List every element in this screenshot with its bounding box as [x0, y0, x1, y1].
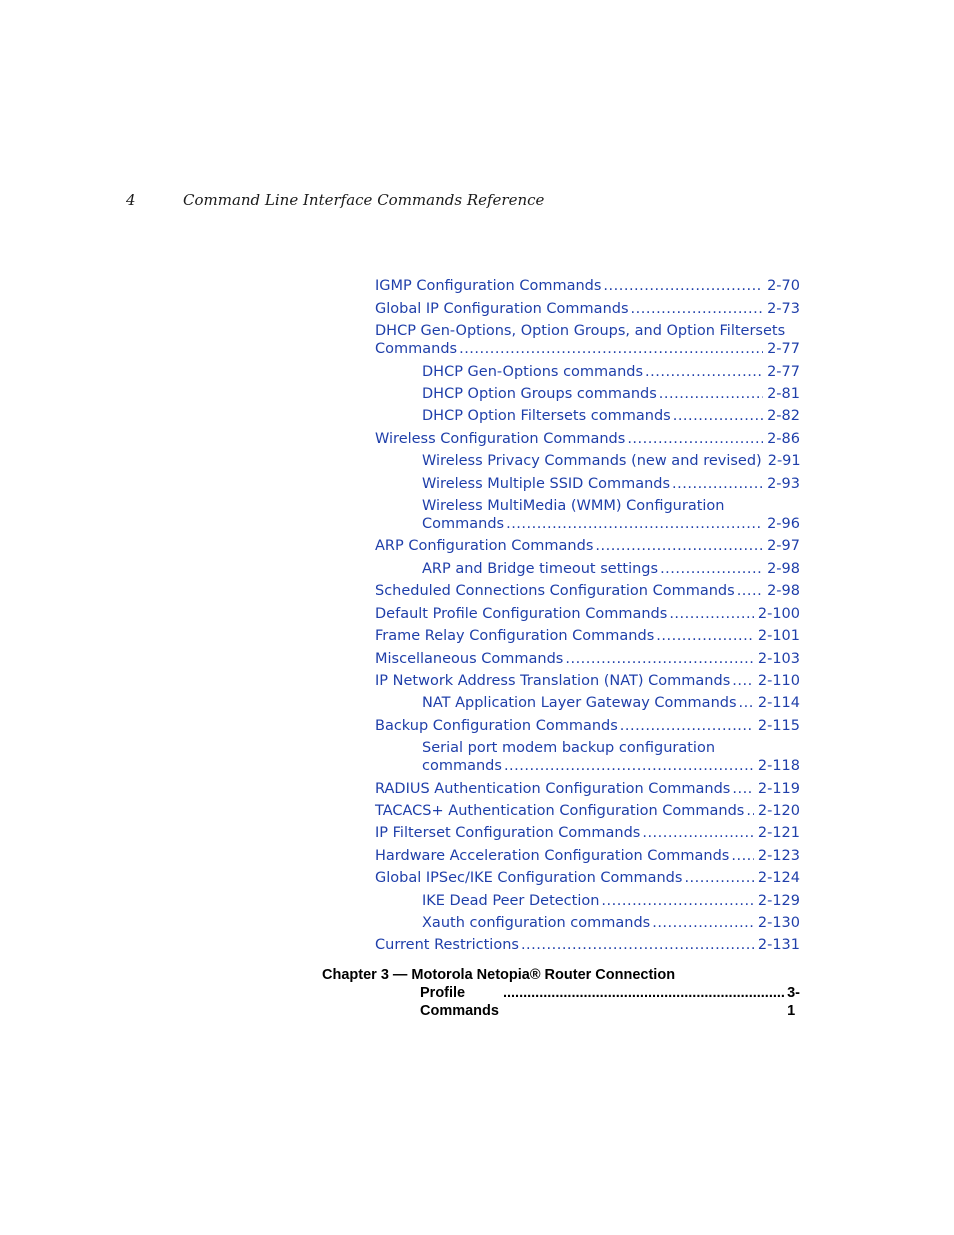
- dot-leader: [732, 780, 754, 798]
- toc-entry-page: 2-119: [757, 781, 800, 797]
- toc-entry-title: commands: [422, 758, 502, 774]
- toc-entry-title: Global IPSec/IKE Configuration Commands: [375, 870, 683, 886]
- toc-entry-page: 2-82: [767, 408, 800, 424]
- dot-leader: [645, 363, 763, 381]
- toc-entry-title: TACACS+ Authentication Configuration Commands: [375, 803, 745, 819]
- toc-entry-title: Wireless Multiple SSID Commands: [422, 476, 671, 492]
- dot-leader: [504, 757, 754, 775]
- toc-entry[interactable]: [375, 627, 800, 645]
- toc-entry-title: DHCP Gen-Options commands: [422, 364, 644, 380]
- page-number: 4: [126, 191, 136, 209]
- toc-entry[interactable]: [422, 497, 800, 533]
- toc-entry-title: Frame Relay Configuration Commands: [375, 628, 655, 644]
- toc-entry-title: Global IP Configuration Commands: [375, 301, 629, 317]
- toc-entry-title: Current Restrictions: [375, 937, 519, 953]
- toc-entry[interactable]: [375, 802, 800, 820]
- dot-leader: [684, 869, 753, 887]
- toc-entry[interactable]: [422, 452, 800, 470]
- dot-leader: [631, 300, 764, 318]
- toc-entry[interactable]: [375, 537, 800, 555]
- toc-entry-page: 2-118: [757, 758, 800, 774]
- toc-entry-page: 2-114: [757, 695, 800, 711]
- toc-entry-title: DHCP Gen-Options, Option Groups, and Option Filtersets: [375, 323, 786, 339]
- toc-entry[interactable]: [422, 694, 800, 712]
- toc-entry-page: 2-110: [757, 673, 800, 689]
- toc-entry-page: 2-77: [767, 364, 800, 380]
- toc-entry-title: Default Profile Configuration Commands: [375, 606, 668, 622]
- toc-entry-page: 2-121: [757, 825, 800, 841]
- toc-entry[interactable]: [422, 739, 800, 775]
- toc-entry-page: 2-129: [757, 893, 800, 909]
- dot-leader: [595, 537, 763, 555]
- dot-leader: [737, 582, 763, 600]
- chapter-entry[interactable]: [322, 966, 800, 1020]
- document-title: Command Line Interface Commands Reference: [183, 191, 545, 209]
- toc-entry-page: 2-130: [757, 915, 800, 931]
- toc-entry-page: 2-131: [757, 937, 800, 953]
- toc-entry-title: Scheduled Connections Configuration Commands: [375, 583, 735, 599]
- chapter-page-number: 3-1: [787, 985, 800, 1019]
- toc-entry[interactable]: [422, 407, 800, 425]
- toc-entry-page: 2-120: [757, 803, 800, 819]
- dot-leader: [601, 892, 753, 910]
- toc-entry-title: RADIUS Authentication Configuration Commands: [375, 781, 731, 797]
- toc-entry-title: Wireless Privacy Commands (new and revised): [422, 453, 762, 469]
- toc-entry-title: IP Network Address Translation (NAT) Commands: [375, 673, 731, 689]
- toc-entry[interactable]: [375, 277, 800, 295]
- toc-entry-title: Commands: [422, 516, 505, 532]
- dot-leader: [459, 340, 763, 358]
- toc-entry[interactable]: [375, 650, 800, 668]
- toc-entry-page: 2-73: [767, 301, 800, 317]
- toc-entry[interactable]: [422, 560, 800, 578]
- toc-entry[interactable]: [375, 672, 800, 690]
- dot-leader: [669, 605, 754, 623]
- toc-entry-title: Xauth configuration commands: [422, 915, 651, 931]
- dot-leader: [603, 277, 763, 295]
- toc-entry[interactable]: [375, 824, 800, 842]
- chapter-title-line1: Chapter 3 — Motorola Netopia® Router Connection: [322, 967, 676, 983]
- toc-entry-page: 2-115: [757, 718, 800, 734]
- dot-leader: [656, 627, 754, 645]
- toc-entry-title: IP Filterset Configuration Commands: [375, 825, 641, 841]
- dot-leader: [739, 694, 754, 712]
- table-of-contents: [375, 273, 800, 954]
- toc-entry[interactable]: [375, 936, 800, 954]
- dot-leader: [521, 936, 754, 954]
- toc-entry-title: NAT Application Layer Gateway Commands: [422, 695, 737, 711]
- toc-entry-page: 2-86: [767, 431, 800, 447]
- toc-entry-page: 2-97: [767, 538, 800, 554]
- toc-entry-title: DHCP Option Groups commands: [422, 386, 657, 402]
- toc-entry[interactable]: [375, 869, 800, 887]
- toc-entry[interactable]: [375, 430, 800, 448]
- toc-entry[interactable]: [422, 892, 800, 910]
- toc-entry-title: Miscellaneous Commands: [375, 651, 564, 667]
- dot-leader: [659, 385, 763, 403]
- dot-leader: [731, 847, 754, 865]
- toc-entry-page: 2-93: [767, 476, 800, 492]
- toc-entry-page: 2-98: [767, 561, 800, 577]
- toc-entry-title: DHCP Option Filtersets commands: [422, 408, 671, 424]
- toc-entry-page: 2-98: [767, 583, 800, 599]
- toc-entry-page: 2-96: [767, 516, 800, 532]
- toc-entry-page: 2-100: [757, 606, 800, 622]
- toc-entry-page: 2-81: [767, 386, 800, 402]
- toc-entry[interactable]: [422, 475, 800, 493]
- dot-leader: [732, 672, 754, 690]
- toc-entry-title: Serial port modem backup configuration: [422, 740, 716, 756]
- toc-entry[interactable]: [375, 582, 800, 600]
- dot-leader: [660, 560, 763, 578]
- toc-entry-page: 2-91: [767, 453, 801, 469]
- dot-leader: [503, 984, 785, 1002]
- dot-leader: [620, 717, 754, 735]
- toc-entry[interactable]: [375, 605, 800, 623]
- toc-entry-page: 2-70: [767, 278, 800, 294]
- toc-entry-title: Wireless Configuration Commands: [375, 431, 626, 447]
- toc-entry[interactable]: [375, 717, 800, 735]
- toc-entry-title: ARP Configuration Commands: [375, 538, 594, 554]
- dot-leader: [506, 515, 763, 533]
- toc-entry-title: Hardware Acceleration Configuration Commands: [375, 848, 730, 864]
- toc-entry[interactable]: [422, 385, 800, 403]
- toc-entry[interactable]: [375, 300, 800, 318]
- dot-leader: [673, 407, 763, 425]
- dot-leader: [565, 650, 754, 668]
- toc-entry-page: 2-123: [757, 848, 800, 864]
- dot-leader: [652, 914, 754, 932]
- toc-entry-title: Commands: [375, 341, 458, 357]
- dot-leader: [642, 824, 754, 842]
- chapter-title-line2: Profile Commands: [420, 985, 499, 1019]
- dot-leader: [672, 475, 763, 493]
- toc-entry-title: IKE Dead Peer Detection: [422, 893, 600, 909]
- toc-entry-page: 2-77: [767, 341, 800, 357]
- toc-entry-title: Wireless MultiMedia (WMM) Configuration: [422, 498, 725, 514]
- toc-entry-title: IGMP Configuration Commands: [375, 278, 602, 294]
- toc-entry[interactable]: [375, 780, 800, 798]
- toc-entry[interactable]: [422, 914, 800, 932]
- dot-leader: [746, 802, 754, 820]
- toc-entry-page: 2-101: [757, 628, 800, 644]
- toc-entry-title: Backup Configuration Commands: [375, 718, 618, 734]
- toc-entry-page: 2-103: [757, 651, 800, 667]
- toc-entry[interactable]: [375, 322, 800, 358]
- toc-entry-title: ARP and Bridge timeout settings: [422, 561, 659, 577]
- toc-entry[interactable]: [422, 363, 800, 381]
- toc-entry-page: 2-124: [757, 870, 800, 886]
- dot-leader: [627, 430, 763, 448]
- toc-entry[interactable]: [375, 847, 800, 865]
